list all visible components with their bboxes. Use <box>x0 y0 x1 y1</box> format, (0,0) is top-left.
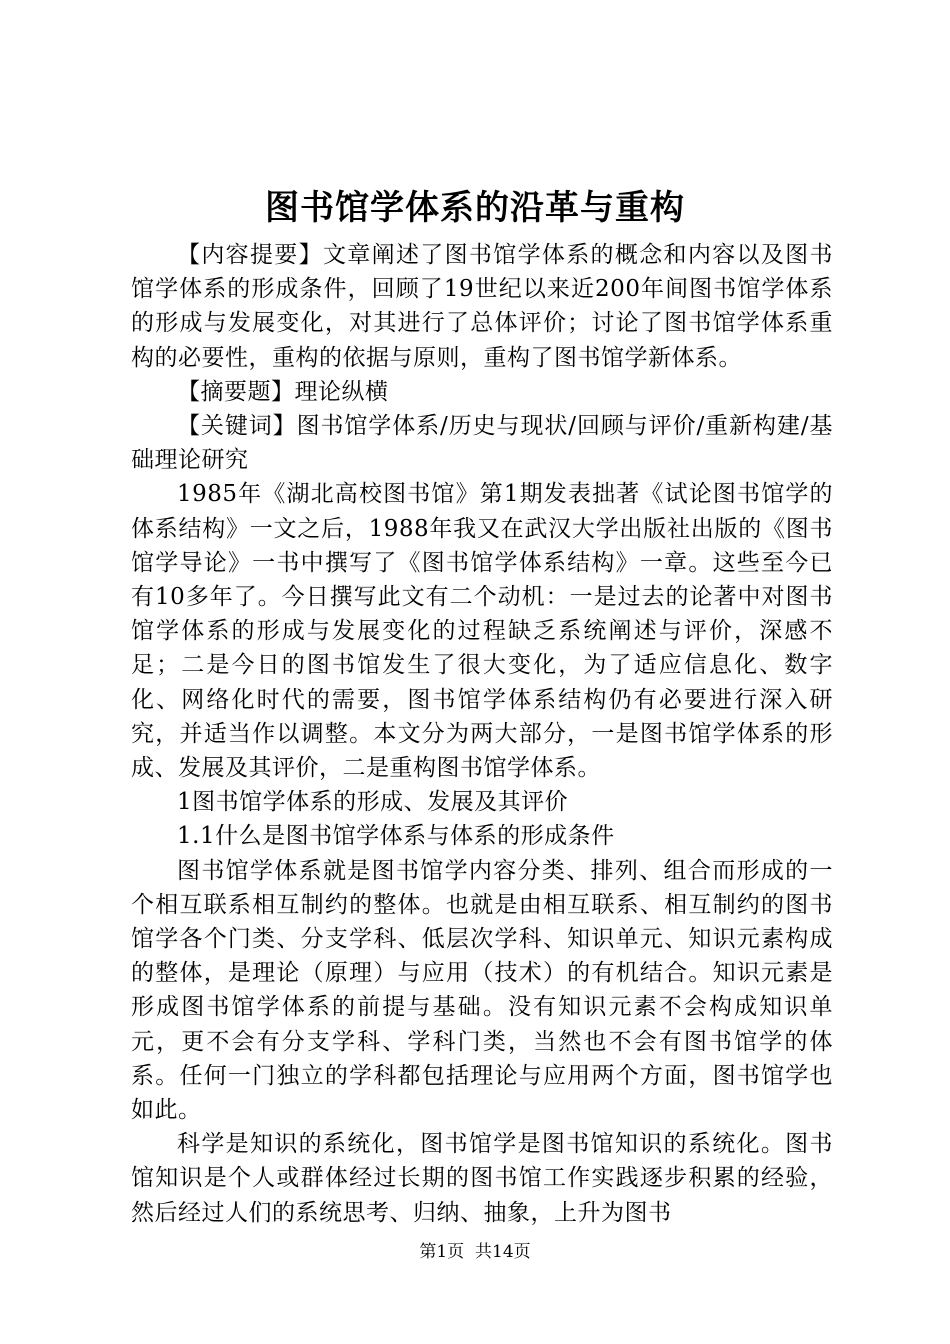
subsection-heading-1-1: 1.1什么是图书馆学体系与体系的形成条件 <box>177 823 615 850</box>
keywords-line: 【关键词】图书馆学体系/历史与现状/回顾与评价/重新构建/基础理论研究 <box>131 413 833 474</box>
section-heading-1: 1图书馆学体系的形成、发展及其评价 <box>177 789 569 816</box>
abstract-topic-line: 【摘要题】理论纵横 <box>177 378 389 405</box>
page-footer <box>0 1240 950 1264</box>
body-paragraph: 科学是知识的系统化，图书馆学是图书馆知识的系统化。图书馆知识是个人或群体经过长期的图书馆工作实践逐步积累的经验，然后经过人们的系统思考、归纳、抽象，上升为图书 <box>131 1131 833 1226</box>
page-number: 第1页 <box>419 1242 465 1262</box>
document-body <box>131 238 833 1230</box>
intro-paragraph: 1985年《湖北高校图书馆》第1期发表拙著《试论图书馆学的体系结构》一文之后，1988年我又在武汉大学出版社出版的《图书馆学导论》一书中撰写了《图书馆学体系结构》一章。这些至今已有10多年了。今日撰写此文有二个动机：一是过去的论著中对图书馆学体系的形成与发展变化的过程缺乏系统阐述与评价，深感不足；二是今日的图书馆发生了很大变化，为了适应信息化、数字化、网络化时代的需要，图书馆学体系结构仍有必要进行深入研究，并适当作以调整。本文分为两大部分，一是图书馆学体系的形成、发展及其评价，二是重构图书馆学体系。 <box>131 481 833 782</box>
abstract-paragraph: 【内容提要】文章阐述了图书馆学体系的概念和内容以及图书馆学体系的形成条件，回顾了19世纪以来近200年间图书馆学体系的形成与发展变化，对其进行了总体评价；讨论了图书馆学体系重构的必要性，重构的依据与原则，重构了图书馆学新体系。 <box>131 242 833 371</box>
document-title: 图书馆学体系的沿革与重构 <box>265 188 685 228</box>
body-paragraph: 图书馆学体系就是图书馆学内容分类、排列、组合而形成的一个相互联系相互制约的整体。也就是由相互联系、相互制约的图书馆学各个门类、分支学科、低层次学科、知识单元、知识元素构成的整体，是理论（原理）与应用（技术）的有机结合。知识元素是形成图书馆学体系的前提与基础。没有知识元素不会构成知识单元，更不会有分支学科、学科门类，当然也不会有图书馆学的体系。任何一门独立的学科都包括理论与应用两个方面，图书馆学也如此。 <box>131 857 833 1124</box>
page-total: 共14页 <box>475 1242 531 1262</box>
